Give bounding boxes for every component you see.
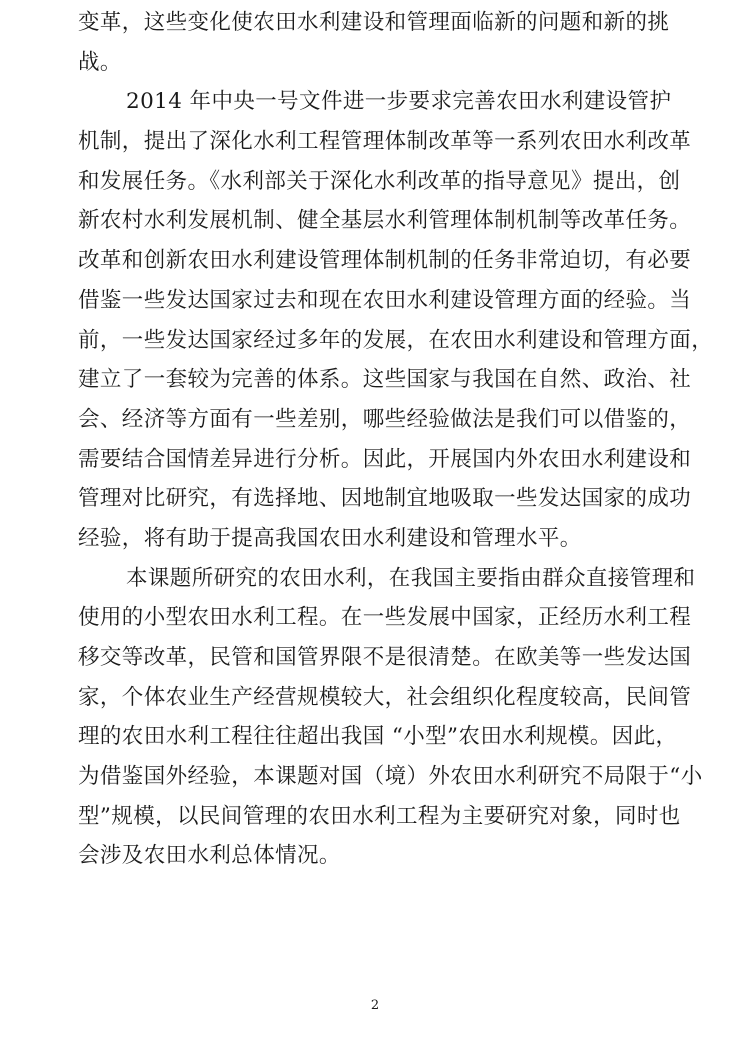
text-line: 经验，将有助于提高我国农田水利建设和管理水平。 [78, 525, 582, 551]
text-line: 变革，这些变化使农田水利建设和管理面临新的问题和新的挑 [78, 10, 670, 35]
text-line: 机制，提出了深化水利工程管理体制改革等一系列农田水利改革 [78, 129, 692, 155]
text-line: 移交等改革，民管和国管界限不是很清楚。在欧美等一些发达国 [78, 645, 692, 670]
text-line: 会、经济等方面有一些差别，哪些经验做法是我们可以借鉴的， [78, 406, 692, 432]
text-line: 管理对比研究，有选择地、因地制宜地吸取一些发达国家的成功 [78, 486, 692, 512]
text-line: 家，个体农业生产经营规模较大，社会组织化程度较高，民间管 [78, 684, 692, 710]
text-line: 前，一些发达国家经过多年的发展，在农田水利建设和管理方面， [78, 327, 714, 353]
text-line: 借鉴一些发达国家过去和现在农田水利建设管理方面的经验。当 [78, 287, 692, 313]
text-line: 需要结合国情差异进行分析。因此，开展国内外农田水利建设和 [78, 446, 692, 472]
page-number: 2 [370, 998, 380, 1013]
text-line: 和发展任务。《水利部关于深化水利改革的指导意见》提出，创 [78, 168, 681, 194]
text-line: 型”规模，以民间管理的农田水利工程为主要研究对象，同时也 [78, 803, 681, 829]
text-line: 改革和创新农田水利建设管理体制机制的任务非常迫切，有必要 [78, 248, 692, 274]
text-line: 为借鉴国外经验，本课题对国（境）外农田水利研究不局限于“小 [78, 764, 703, 790]
paragraph-first-line: 本课题所研究的农田水利，在我国主要指由群众直接管理和 [126, 565, 696, 591]
body-text [78, 3, 714, 876]
text-line: 会涉及农田水利总体情况。 [78, 843, 341, 869]
text-line: 建立了一套较为完善的体系。这些国家与我国在自然、政治、社 [78, 367, 692, 393]
text-line: 战。 [78, 49, 122, 75]
text-line: 新农村水利发展机制、健全基层水利管理体制机制等改革任务。 [78, 208, 692, 234]
text-line: 使用的小型农田水利工程。在一些发展中国家，正经历水利工程 [78, 605, 692, 631]
text-line: 理的农田水利工程往往超出我国 “小型”农田水利规模。因此， [78, 724, 678, 750]
paragraph-first-line: 2014 年中央一号文件进一步要求完善农田水利建设管护 [126, 89, 672, 115]
